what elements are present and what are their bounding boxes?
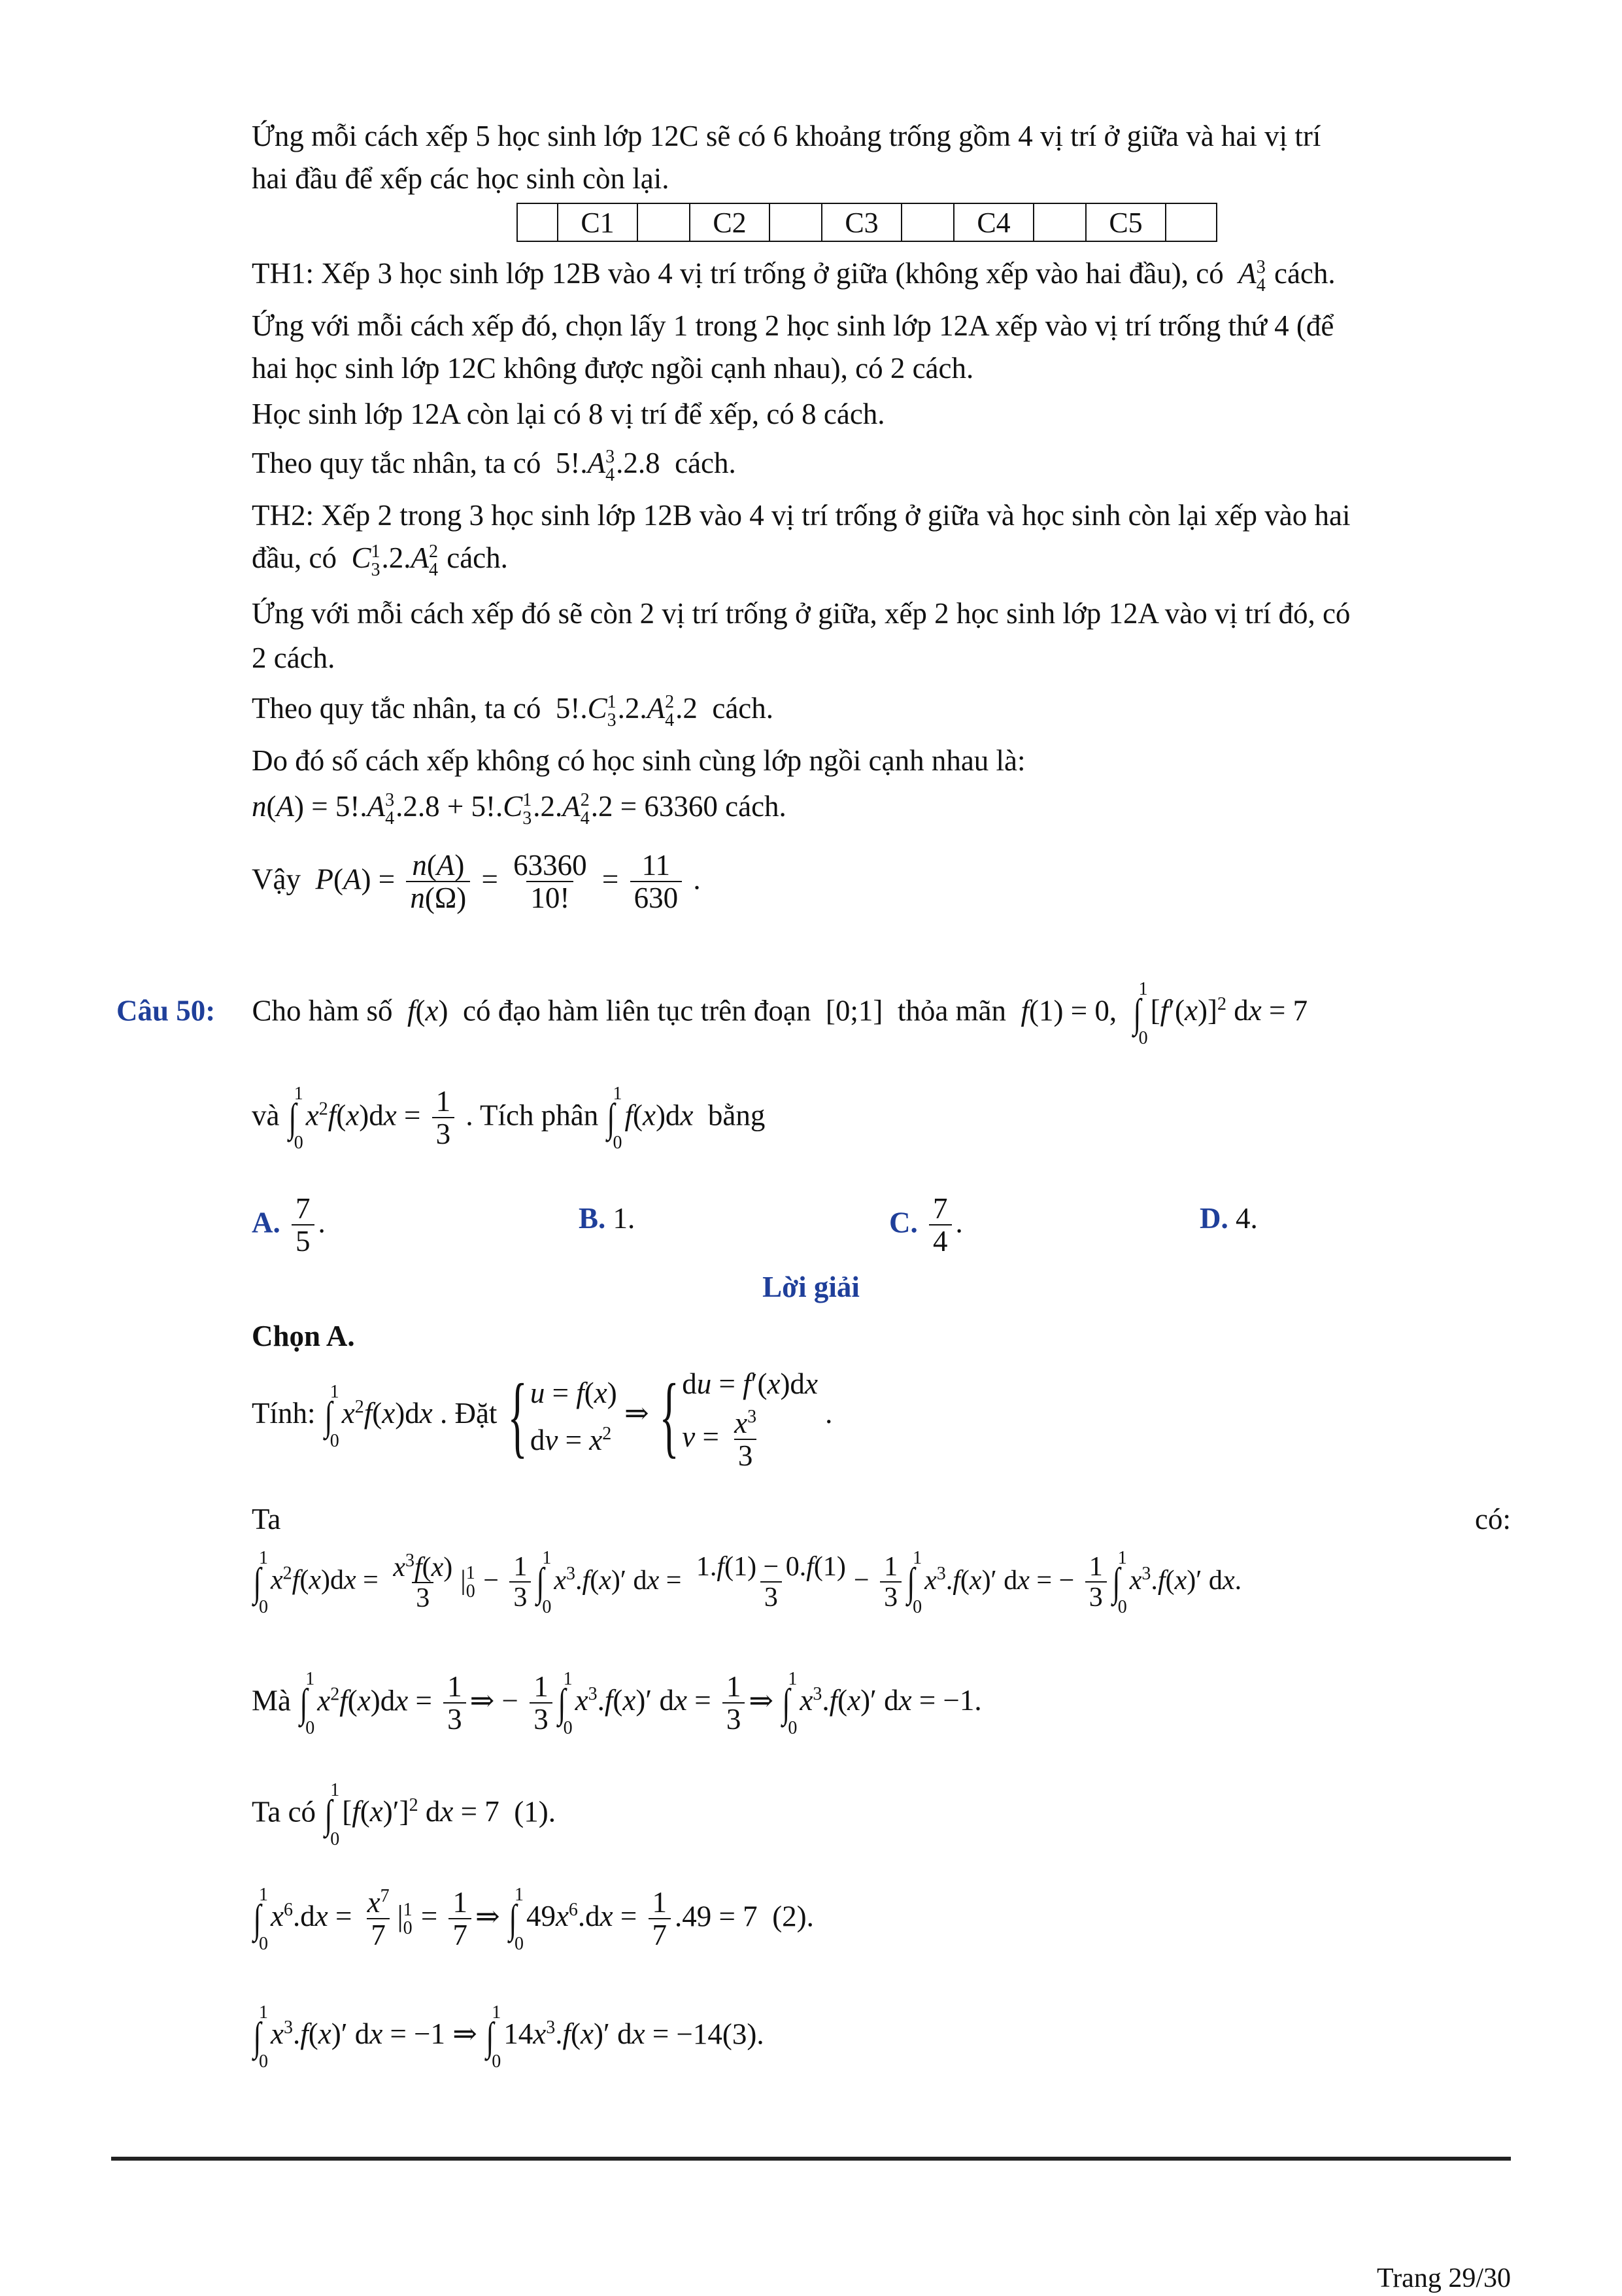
question-50-line-2: và ∫ 1 0 $x^2f(x)dx$ = $\frac{1}{3}$ . Tích phân ∫ 1 0 f(x)dx bằng: [252, 1084, 766, 1153]
substitution-line: Tính: ∫ 1 0 $x^2f(x)dx$ . Đặt { u = f(x) dv = $x^2$ ⇒ { du = f′(x)dx v = $\frac{x^3}{3}$ .: [252, 1360, 1511, 1473]
answer-options: [252, 1192, 1511, 1258]
fraction: $\frac{7}{5}$: [292, 1193, 314, 1258]
slot-cell: C5: [1086, 203, 1166, 241]
system-left: { u = f(x) dv = $x^2$: [507, 1365, 617, 1467]
paragraph-line: hai đầu để xếp các học sinh còn lại.: [252, 162, 669, 195]
ta-co-line: Ta có:: [252, 1503, 1511, 1535]
fraction: $\frac{x^3f(x)}{3}$: [393, 1551, 453, 1614]
case-1-line: TH1: Xếp 3 học sinh lớp 12B vào 4 vị trí trống ở giữa (không xếp vào hai đầu), có A 3 4 cách.: [252, 256, 1336, 296]
integral: ∫ 1 0: [324, 1780, 340, 1849]
fraction: $\frac{1}{3}$: [880, 1552, 902, 1613]
equation-3: ∫ 1 0 $x^3.f(x)'$ dx = −1 ⇒ ∫ 1 0 $14x^3.f(x)'$ dx = −14(3).: [252, 2001, 1511, 2073]
slot-cell: C4: [954, 203, 1034, 241]
fraction: $\frac{1}{3}$: [443, 1671, 466, 1736]
integral: ∫ 1 0: [509, 1885, 524, 1954]
ma-line: Mà ∫ 1 0 $x^2f(x)dx$ = $\frac{1}{3}$ ⇒ − $\frac{1}{3}$ ∫ 1 0 $x^3.f(x)'$ dx = $\frac{1}{3}$ ⇒ ∫ 1 0 $x^3.f(x)'$ dx = −1.: [252, 1669, 982, 1738]
integral: ∫ 1 0: [1133, 979, 1148, 1048]
case-2-count: đầu, có C 1 3 .2.A 2 4 cách.: [252, 541, 508, 580]
paragraph-line: Do đó số cách xếp không có học sinh cùng lớp ngồi cạnh nhau là:: [252, 744, 1026, 777]
fraction: $\frac{n(A)}{n(\Omega)}$: [406, 850, 470, 915]
count-result: n(A) = 5!.A 3 4 .2.8 + 5!.C 1 3 .2.A 2 4 .2 = 63360 cách.: [252, 789, 786, 829]
fraction: $\frac{1.f(1) - 0.f(1)}{3}$: [696, 1551, 846, 1613]
paragraph-line: Ứng mỗi cách xếp 5 học sinh lớp 12C sẽ có 6 khoảng trống gồm 4 vị trí ở giữa và hai vị trí: [252, 120, 1321, 152]
integral: ∫ 1 0: [907, 1548, 922, 1617]
page-number: Trang 29/30: [1377, 2263, 1511, 2293]
integral: ∫ 1 0: [324, 1381, 339, 1451]
solution-title: Lời giải: [762, 1271, 860, 1303]
fraction: $\frac{1}{3}$: [530, 1671, 552, 1736]
question-50-line-1: Câu 50: Cho hàm số f(x) có đạo hàm liên tục trên đoạn [0;1] thỏa mãn f(1) = 0, ∫ 1 0 $[f'(x)]^2$ dx = 7: [116, 979, 1308, 1048]
paragraph-line: Ứng với mỗi cách xếp đó, chọn lấy 1 trong 2 học sinh lớp 12A xếp vào vị trí trống thứ 4 (để: [252, 309, 1334, 342]
integration-by-parts: ∫ 1 0 $x^2f(x)dx$ = $\frac{x^3f(x)}{3}$ | 1 0 − $\frac{1}{3}$ ∫ 1 0 $x^3.f(x)'$ dx = $\frac{1.f(1) - 0.f(1)}{3}$ − $\frac{1}{3}$ ∫ 1 0 $x^3.f(x)'$ dx = − $\frac{1}{3}$ ∫ 1 0 $x^3.f(x)'$ dx.: [252, 1547, 1511, 1619]
fraction: $\frac{63360}{10!}$: [513, 849, 587, 915]
seating-slots-table: [516, 203, 1217, 242]
slot-cell: [1166, 203, 1217, 241]
integral: ∫ 1 0: [486, 2002, 501, 2072]
option-b[interactable]: B. 1.: [579, 1202, 635, 1235]
slot-cell: [769, 203, 822, 241]
fraction: $\frac{1}{3}$: [1085, 1552, 1107, 1613]
footer-rule: [111, 2157, 1511, 2161]
integral: ∫ 1 0: [558, 1669, 573, 1738]
case-2-product: Theo quy tắc nhân, ta có 5!.C 1 3 .2.A 2 4 .2 cách.: [252, 691, 774, 730]
integral: ∫ 1 0: [299, 1669, 315, 1738]
equation-2: ∫ 1 0 $x^6.dx$ = $\frac{x^7}{7}$ | 1 0 = $\frac{1}{7}$ ⇒ ∫ 1 0 $49x^6.dx$ = $\frac{1}{7}$ .49 = 7 (2).: [252, 1883, 1511, 1955]
option-a[interactable]: A. $\frac{7}{5}$ .: [252, 1192, 326, 1258]
fraction: $\frac{1}{3}$: [722, 1671, 745, 1736]
slot-cell: C2: [690, 203, 769, 241]
slot-cell: [517, 203, 558, 241]
integral: ∫ 1 0: [253, 1548, 268, 1617]
integral: ∫ 1 0: [288, 1084, 303, 1153]
fraction: $\frac{1}{3}$: [509, 1552, 531, 1613]
option-d[interactable]: D. 4.: [1200, 1202, 1258, 1235]
integral: ∫ 1 0: [536, 1548, 552, 1617]
integral: ∫ 1 0: [1112, 1548, 1127, 1617]
equation-1: Ta có ∫ 1 0 $[f(x)']^2$ dx = 7 (1).: [252, 1780, 556, 1849]
fraction: $\frac{x^7}{7}$: [367, 1886, 390, 1952]
question-label: Câu 50:: [116, 994, 216, 1027]
choice-line: Chọn A.: [252, 1320, 355, 1352]
fraction: $\frac{11}{630}$: [630, 850, 683, 915]
slot-cell: [637, 203, 690, 241]
paragraph-line: hai học sinh lớp 12C không được ngồi cạnh nhau), có 2 cách.: [252, 352, 974, 385]
option-c[interactable]: C. $\frac{7}{4}$ .: [889, 1192, 963, 1258]
fraction: $\frac{1}{7}$: [649, 1887, 671, 1952]
integral: ∫ 1 0: [607, 1084, 622, 1153]
probability-result: Vậy P(A) = $\frac{n(A)}{n(\Omega)}$ = $\frac{63360}{10!}$ = $\frac{11}{630}$ .: [252, 849, 701, 915]
fraction: $\frac{1}{3}$: [432, 1086, 455, 1151]
slot-cell: [902, 203, 954, 241]
slot-cell: C1: [558, 203, 637, 241]
fraction: $\frac{1}{7}$: [448, 1887, 471, 1952]
integral: ∫ 1 0: [782, 1669, 798, 1738]
system-right: { du = f′(x)dx v = $\frac{x^3}{3}$: [659, 1365, 818, 1473]
integral: ∫ 1 0: [253, 2002, 268, 2072]
fraction: $\frac{x^3}{3}$: [734, 1407, 757, 1473]
paragraph-line: TH2: Xếp 2 trong 3 học sinh lớp 12B vào 4 vị trí trống ở giữa và học sinh còn lại xếp vào hai: [252, 499, 1351, 532]
slot-cell: C3: [822, 203, 902, 241]
slot-cell: [1034, 203, 1086, 241]
integral: ∫ 1 0: [253, 1885, 268, 1954]
case-1-product: Theo quy tắc nhân, ta có 5!.A 3 4 .2.8 cách.: [252, 446, 736, 485]
paragraph-line: Ứng với mỗi cách xếp đó sẽ còn 2 vị trí trống ở giữa, xếp 2 học sinh lớp 12A vào vị trí đó, có: [252, 597, 1351, 630]
fraction: $\frac{7}{4}$: [929, 1193, 952, 1258]
paragraph-line: Học sinh lớp 12A còn lại có 8 vị trí để xếp, có 8 cách.: [252, 398, 885, 430]
paragraph-line: 2 cách.: [252, 642, 335, 674]
